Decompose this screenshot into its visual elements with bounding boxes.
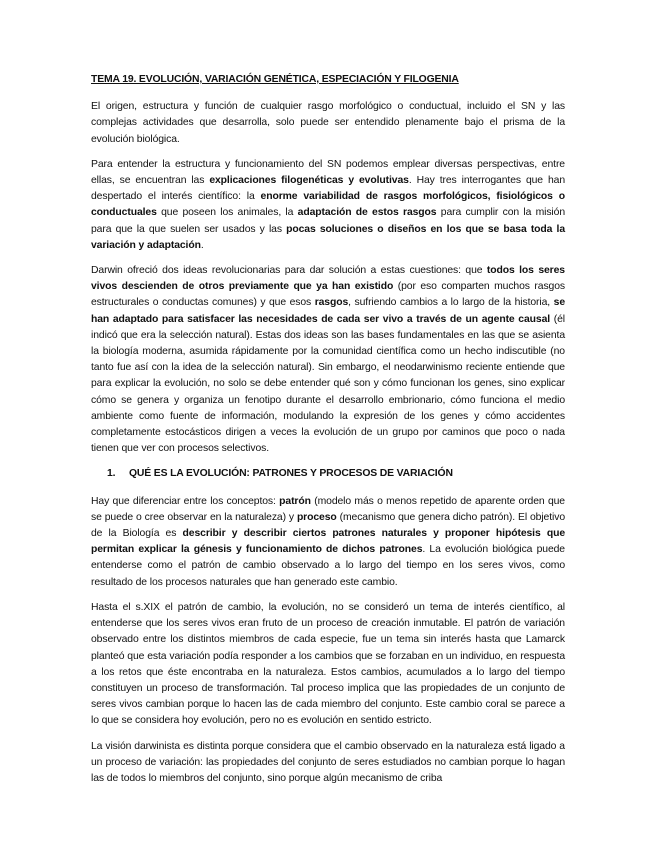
section-1-paragraphs bbox=[91, 494, 565, 787]
document-title: TEMA 19. EVOLUCIÓN, VARIACIÓN GENÉTICA, ESPECIACIÓN Y FILOGENIA bbox=[91, 74, 459, 85]
bold-text: rasgos bbox=[314, 297, 349, 309]
paragraph: Hasta el s.XIX el patrón de cambio, la evolución, no se consideró un tema de interés científico, al entenderse que los seres vivos eran fruto de un proceso de creación inmutable. El patrón de variación observado entre los distintos miembros de cada especie, fue un tema sin interés hasta que Lamarck planteó que esta variación podía responder a los cambios que se forzaban en un individuo, en respuesta a los retos que éste encontraba en la naturaleza. Estos cambios, acumulados a lo largo del tiempo constituyen un proceso de transformación. Tal proceso implica que las propiedades de un conjunto de seres vivos cambian porque lo hacen las de cada miembro del conjunto. Este cambio coral se parece a lo que se considera hoy evolución, pero no es evolución en sentido estricto. bbox=[91, 601, 565, 727]
bold-text: proceso bbox=[296, 511, 337, 523]
paragraph: Darwin ofreció dos ideas revolucionarias para dar solución a estas cuestiones: que todos los seres vivos descienden de otros previamente que ya han existido (por eso comparten muchos rasgos estructurales o conductas comunes) y que esos rasgos, sufriendo cambios a lo largo de la historia, se han adaptado para satisfacer las necesidades de cada ser vivo a través de un agente causal (él indicó que era la selección natural). Estas dos ideas son las bases fundamentales en las que se asienta la biología moderna, asumida rápidamente por la comunidad científica como un hecho indiscutible (no tanto fue así con la idea de la selección natural). Sin embargo, el neodarwinismo reciente entiende que para explicar la evolución, no solo se debe entender qué son y cómo funcionan los genes, sino explicar cómo se genera y organiza un fenotipo durante el desarrollo embrionario, cómo funciona el medio ambiente como fuente de información, modulando la expresión de los genes y cómo accidentes completamente estocásticos dirigen a veces la evolución de un grupo por caminos que poco o nada tienen que ver con procesos selectivos. bbox=[91, 265, 565, 455]
document-page bbox=[91, 72, 565, 796]
paragraph: Hay que diferenciar entre los conceptos: patrón (modelo más o menos repetido de aparente orden que se puede o cree observar en la naturaleza) y proceso (mecanismo que genera dicho patrón). El objetivo de la Biología es describir y describir ciertos patrones naturales y proponer hipótesis que permitan explicar la génesis y funcionamiento de dichos patrones. La evolución biológica puede entenderse como el patrón de cambio observado a lo largo del tiempo en los seres vivos, como resultado de los procesos naturales que han generado este cambio. bbox=[91, 495, 565, 588]
paragraph: Para entender la estructura y funcionamiento del SN podemos emplear diversas perspectivas, entre ellas, se encuentran las explicaciones filogenéticas y evolutivas. Hay tres interrogantes que han despertado el interés científico: la enorme variabilidad de rasgos morfológicos, fisiológicos o conductuales que poseen los animales, la adaptación de estos rasgos para cumplir con la misión para que la que suelen ser usados y las pocas soluciones o diseños en los que se basa toda la variación y adaptación. bbox=[91, 158, 566, 251]
paragraph: La visión darwinista es distinta porque considera que el cambio observado en la naturaleza está ligado a un proceso de variación: las propiedades del conjunto de seres estudiados no cambian porque lo hagan las de todos lo miembros del conjunto, sino porque algún mecanismo de criba bbox=[91, 740, 565, 784]
bold-text: patrón bbox=[279, 495, 311, 507]
intro-paragraphs bbox=[91, 99, 565, 457]
bold-text: pocas soluciones o diseños en los que se basa toda la variación y adaptación bbox=[91, 223, 565, 251]
bold-text: explicaciones filogenéticas y evolutivas bbox=[209, 175, 409, 187]
bold-text: adaptación de estos rasgos bbox=[297, 207, 437, 219]
paragraph: El origen, estructura y función de cualquier rasgo morfológico o conductual, incluido el SN y las complejas actividades que desarrolla, solo puede ser entendido plenamente bajo el prisma de la evolución biológica. bbox=[91, 101, 565, 145]
bold-text: describir y describir ciertos patrones naturales y proponer hipótesis que permitan explicar la génesis y funcionamiento de dichos patrones bbox=[91, 528, 565, 556]
section-number: 1. bbox=[107, 468, 116, 480]
bold-text: enorme variabilidad de rasgos morfológicos, fisiológicos o conductuales bbox=[91, 191, 565, 219]
bold-text: se han adaptado para satisfacer las necesidades de cada ser vivo a través de un agente causal bbox=[91, 297, 565, 325]
section-heading bbox=[107, 466, 565, 482]
section-title: QUÉ ES LA EVOLUCIÓN: PATRONES Y PROCESOS DE VARIACIÓN bbox=[129, 468, 453, 480]
bold-text: todos los seres vivos descienden de otros previamente que ya han existido bbox=[91, 265, 565, 293]
